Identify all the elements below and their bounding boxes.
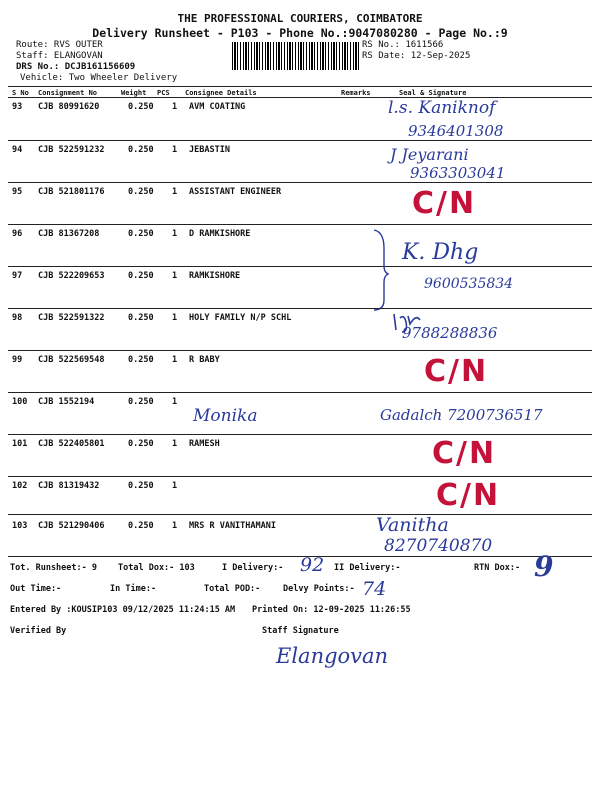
- row-pcs: 1: [172, 313, 178, 323]
- runsheet-title: Delivery Runsheet - P103 - Phone No.:9047080280 - Page No.:9: [92, 26, 508, 40]
- row-sno: 95: [12, 187, 23, 197]
- row-consignment: CJB 522591322: [38, 313, 105, 323]
- row-sno: 94: [12, 145, 23, 155]
- staff: Staff: ELANGOVAN: [16, 51, 103, 61]
- col-sno: S No: [12, 89, 29, 97]
- row-consignment: CJB 521290406: [38, 521, 105, 531]
- row-weight: 0.250: [128, 521, 154, 531]
- out-time: Out Time:-: [10, 584, 62, 594]
- row-consignment: CJB 522591232: [38, 145, 105, 155]
- row-weight: 0.250: [128, 102, 154, 112]
- entered-by: Entered By :KOUSIP103 09/12/2025 11:24:15 AM: [10, 605, 236, 615]
- row-divider: [8, 224, 592, 225]
- verified-by-label: Verified By: [10, 626, 67, 636]
- rs-date: RS Date: 12-Sep-2025: [362, 51, 471, 61]
- total-pod: Total POD:-: [204, 584, 261, 594]
- printed-on: Printed On: 12-09-2025 11:26:55: [252, 605, 411, 615]
- row-consignment: CJB 522405801: [38, 439, 105, 449]
- row-cn-mark: C/N: [424, 354, 489, 389]
- vehicle: Vehicle: Two Wheeler Delivery: [20, 73, 178, 83]
- row-consignment: CJB 522209653: [38, 271, 105, 281]
- row-consignment: CJB 1552194: [38, 397, 95, 407]
- row-divider: [8, 350, 592, 351]
- row-sno: 100: [12, 397, 28, 407]
- row-weight: 0.250: [128, 145, 154, 155]
- row-pcs: 1: [172, 521, 178, 531]
- row-cn-mark: C/N: [412, 186, 477, 221]
- rtn-dox-count: 9: [534, 550, 554, 583]
- row-consignment: CJB 521801176: [38, 187, 105, 197]
- row-consignee: RAMESH: [189, 439, 220, 449]
- delvy-points-label: Delvy Points:-: [283, 584, 355, 594]
- row-pcs: 1: [172, 102, 178, 112]
- row-sno: 93: [12, 102, 23, 112]
- table-header-rule: [8, 97, 592, 98]
- row-consignee: HOLY FAMILY N/P SCHL: [189, 313, 292, 323]
- rtn-dox-label: RTN Dox:-: [474, 563, 521, 573]
- row-sno: 101: [12, 439, 28, 449]
- row-pcs: 1: [172, 355, 178, 365]
- row-phone: 9363303041: [410, 164, 506, 182]
- row-cn-mark: C/N: [436, 478, 501, 513]
- row-weight: 0.250: [128, 187, 154, 197]
- row-pcs: 1: [172, 271, 178, 281]
- row-divider: [8, 182, 592, 183]
- ii-delivery-label: II Delivery:-: [334, 563, 401, 573]
- row-weight: 0.250: [128, 397, 154, 407]
- staff-signature: Elangovan: [276, 644, 389, 668]
- row-sno: 98: [12, 313, 23, 323]
- row-cn-mark: C/N: [432, 436, 497, 471]
- row-divider: [8, 514, 592, 515]
- row-weight: 0.250: [128, 313, 154, 323]
- row-divider: [8, 140, 592, 141]
- tot-runsheet: Tot. Runsheet:- 9: [10, 563, 97, 573]
- row-divider: [8, 392, 592, 393]
- row-signature: Vanitha: [376, 514, 449, 536]
- col-consignment: Consignment No: [38, 89, 98, 97]
- row-consignment: CJB 81367208: [38, 229, 100, 239]
- row-sno: 99: [12, 355, 23, 365]
- row-consignee: RAMKISHORE: [189, 271, 241, 281]
- row-phone: 8270740870: [384, 536, 493, 556]
- row-sno: 103: [12, 521, 28, 531]
- handwritten-name: Monika: [193, 406, 258, 426]
- row-signature: Gadalch 7200736517: [380, 406, 543, 424]
- rs-number: RS No.: 1611566: [362, 40, 444, 50]
- col-consignee: Consignee Details: [185, 89, 257, 97]
- i-delivery-label: I Delivery:-: [222, 563, 284, 573]
- row-signature: J Jeyarani: [390, 145, 469, 164]
- drs-number: DRS No.: DCJB161156609: [16, 62, 136, 72]
- row-weight: 0.250: [128, 481, 154, 491]
- row-pcs: 1: [172, 145, 178, 155]
- barcode: [232, 42, 360, 70]
- row-consignment: CJB 522569548: [38, 355, 105, 365]
- row-pcs: 1: [172, 439, 178, 449]
- row-consignee: JEBASTIN: [189, 145, 230, 155]
- i-delivery-count: 92: [300, 554, 325, 576]
- row-sno: 102: [12, 481, 28, 491]
- row-consignment: CJB 80991620: [38, 102, 100, 112]
- row-divider: [8, 476, 592, 477]
- row-divider: [8, 266, 592, 267]
- row-signature: l.s. Kaniknof: [388, 98, 496, 118]
- bracket-mark: [372, 228, 390, 312]
- row-consignee: R BABY: [189, 355, 220, 365]
- col-pcs: PCS: [157, 89, 170, 97]
- row-weight: 0.250: [128, 229, 154, 239]
- row-pcs: 1: [172, 397, 178, 407]
- row-consignee: ASSISTANT ENGINEER: [189, 187, 282, 197]
- in-time: In Time:-: [110, 584, 157, 594]
- route: Route: RVS OUTER: [16, 40, 103, 50]
- staff-signature-label: Staff Signature: [262, 626, 339, 636]
- row-divider: [8, 434, 592, 435]
- table-top-rule: [8, 86, 592, 87]
- row-weight: 0.250: [128, 271, 154, 281]
- col-remarks: Remarks: [341, 89, 371, 97]
- row-phone: 9346401308: [408, 122, 504, 140]
- delvy-points-count: 74: [362, 578, 387, 600]
- row-weight: 0.250: [128, 439, 154, 449]
- col-seal: Seal & Signature: [399, 89, 467, 97]
- row-weight: 0.250: [128, 355, 154, 365]
- row-phone: 9788288836: [402, 324, 498, 342]
- company-name: THE PROFESSIONAL COURIERS, COIMBATORE: [177, 12, 423, 25]
- row-pcs: 1: [172, 229, 178, 239]
- row-divider: [8, 308, 592, 309]
- col-weight: Weight: [121, 89, 147, 97]
- row-pcs: 1: [172, 481, 178, 491]
- row-consignee: AVM COATING: [189, 102, 246, 112]
- row-consignment: CJB 81319432: [38, 481, 100, 491]
- row-pcs: 1: [172, 187, 178, 197]
- total-dox: Total Dox:- 103: [118, 563, 195, 573]
- row-consignee: MRS R VANITHAMANI: [189, 521, 276, 531]
- shared-phone: 9600535834: [424, 276, 514, 292]
- shared-signature: K. Dhg: [402, 240, 479, 265]
- row-sno: 97: [12, 271, 23, 281]
- row-sno: 96: [12, 229, 23, 239]
- row-consignee: D RAMKISHORE: [189, 229, 251, 239]
